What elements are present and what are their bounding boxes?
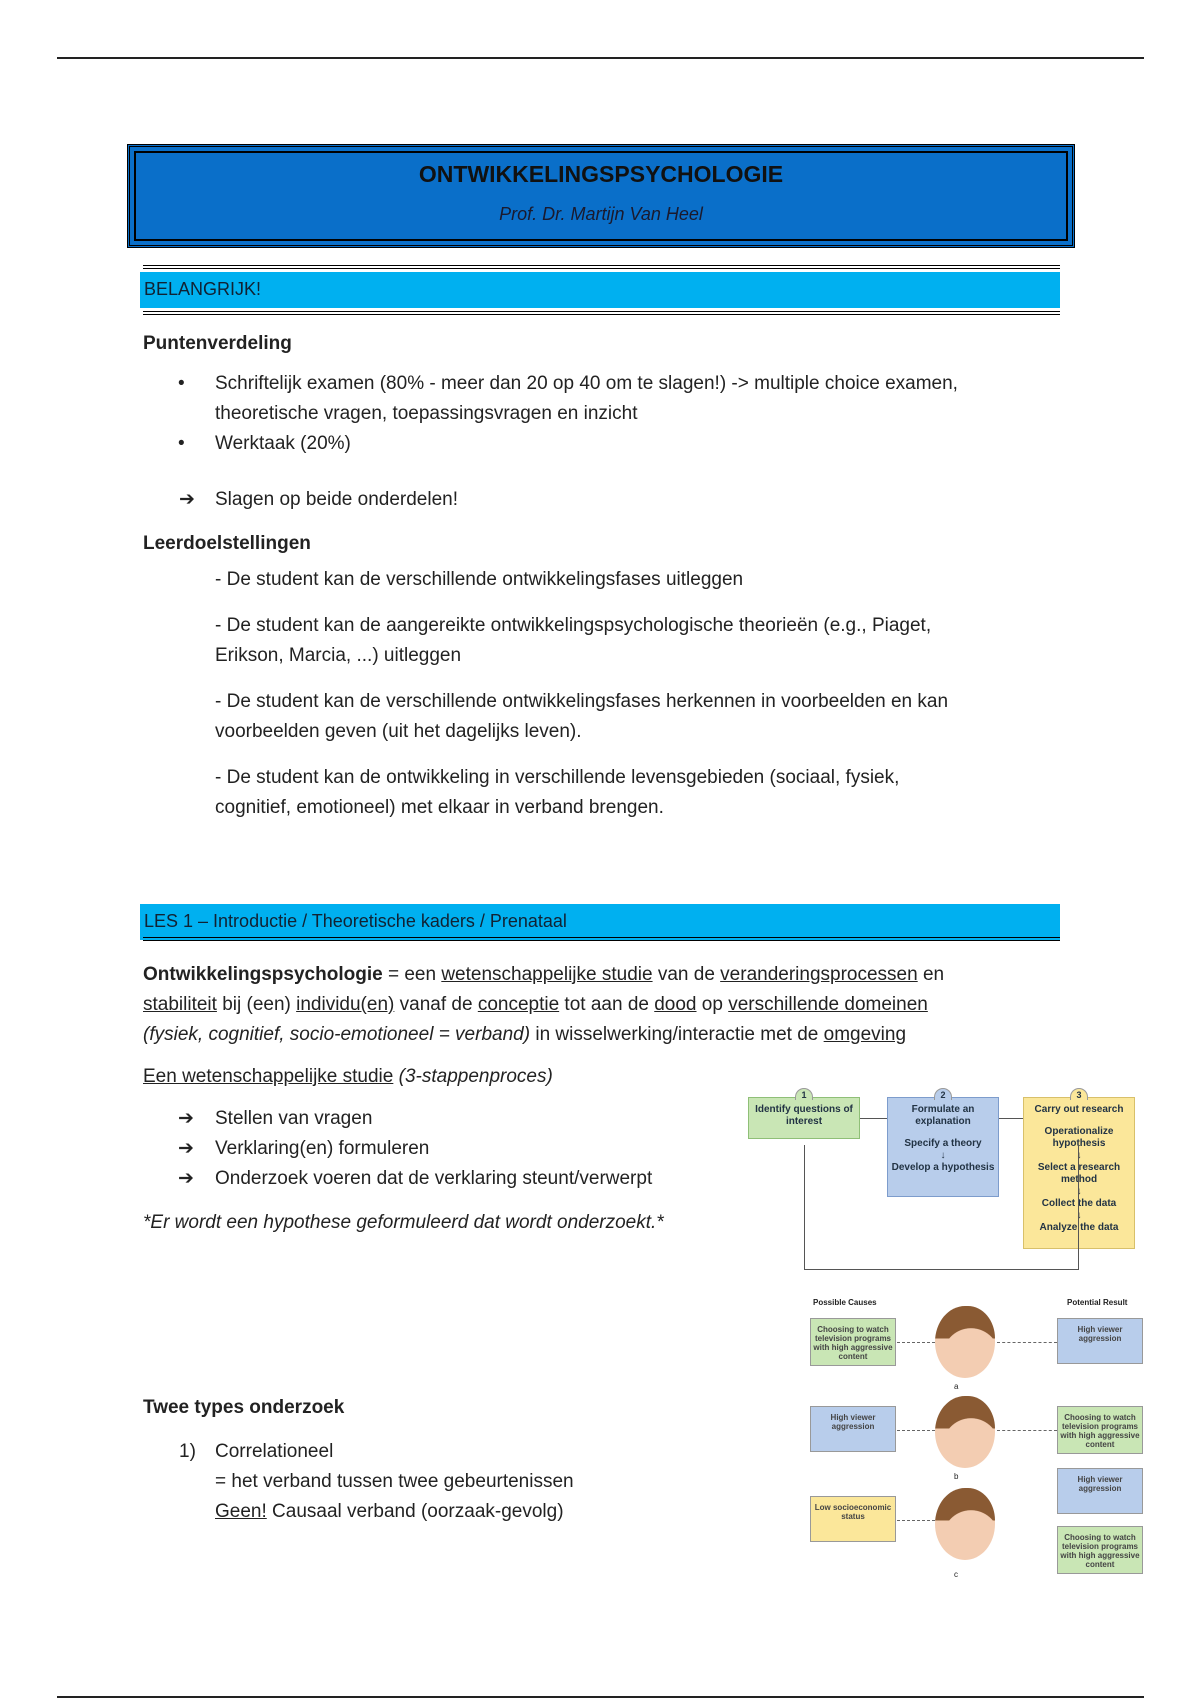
research-process-diagram [745, 1085, 1145, 1275]
list-item: - De student kan de ontwikkeling in verschillende levensgebieden (sociaal, fysiek, cognitief, emotioneel) met elkaar in verband brengen. [215, 767, 900, 818]
cause-box: Low socioeconomic status [810, 1496, 896, 1542]
page-bottom-rule [57, 1696, 1144, 1698]
section-belangrijk: BELANGRIJK! [140, 272, 1060, 308]
list-item: Slagen op beide onderdelen! [215, 489, 458, 510]
list-number: 1) [179, 1441, 196, 1462]
cause-box: High viewer aggression [810, 1406, 896, 1452]
result-box: High viewer aggression [1057, 1318, 1143, 1364]
list-item: Verklaring(en) formuleren [215, 1138, 430, 1159]
list-item: Schriftelijk examen (80% - meer dan 20 op 40 om te slagen!) -> multiple choice examen, [215, 373, 958, 394]
list-item-detail: Geen! Causaal verband (oorzaak-gevolg) [215, 1501, 564, 1522]
list-item: Stellen van vragen [215, 1108, 373, 1129]
arrow [860, 1118, 887, 1119]
child-head-image [935, 1396, 995, 1468]
feedback-loop [804, 1145, 1079, 1270]
list-item-detail: = het verband tussen twee gebeurtenissen [215, 1471, 574, 1492]
result-box: High viewer aggression [1057, 1468, 1143, 1514]
document-title: ONTWIKKELINGSPSYCHOLOGIE [418, 161, 784, 187]
result-box: Choosing to watch television programs with high aggressive content [1057, 1526, 1143, 1574]
figure-label: c [954, 1570, 958, 1579]
cause-box: Choosing to watch television programs with high aggressive content [810, 1318, 896, 1366]
bullet-icon: • [178, 373, 185, 394]
arrow-icon: ➔ [178, 1168, 194, 1189]
list-item: Onderzoek voeren dat de verklaring steunt/verwerpt [215, 1168, 653, 1189]
page-top-rule [57, 57, 1144, 59]
figure-label: b [954, 1472, 959, 1481]
title-box [127, 144, 1075, 248]
bullet-icon: • [178, 433, 185, 454]
section-les1: LES 1 – Introductie / Theoretische kaders / Prenataal [140, 904, 1060, 940]
list-item: Correlationeel [215, 1441, 334, 1462]
heading-leerdoelstellingen: Leerdoelstellingen [143, 533, 311, 554]
heading-puntenverdeling: Puntenverdeling [143, 333, 292, 354]
puntenverdeling-section [143, 333, 1063, 823]
divider [143, 265, 1060, 269]
arrow-icon: ➔ [178, 1108, 194, 1129]
list-item: theoretische vragen, toepassingsvragen en inzicht [215, 403, 638, 424]
correlation-figure [805, 1298, 1155, 1588]
step-3-box: 3 Carry out research Operationalize hypothesis ↓ Select a research method ↓ Collect the data ↓ Analyze the data [1023, 1097, 1135, 1249]
document-subtitle: Prof. Dr. Martijn Van Heel [499, 204, 703, 224]
heading-types: Twee types onderzoek [143, 1397, 345, 1418]
step-1-box: 1 Identify questions of interest [748, 1097, 860, 1139]
divider [143, 937, 1060, 941]
list-item: - De student kan de verschillende ontwikkelingsfases herkennen in voorbeelden en kan voorbeelden geven (uit het dagelijks leven). [215, 691, 949, 742]
result-box: Choosing to watch television programs with high aggressive content [1057, 1406, 1143, 1454]
list-item: - De student kan de verschillende ontwikkelingsfases uitleggen [215, 569, 744, 590]
list-item: - De student kan de aangereikte ontwikkelingspsychologische theorieën (e.g., Piaget, Erikson, Marcia, ...) uitleggen [215, 615, 932, 666]
definition-paragraph: Ontwikkelingspsychologie = een wetenschappelijke studie van de veranderingsprocessen en stabiliteit bij (een) individu(en) vanaf de conceptie tot aan de dood op verschillende domeinen (fysiek, cognitief, socio-emotioneel = verband) in wisselwerking/interactie met de omgeving [143, 964, 945, 1045]
arrow-icon: ➔ [178, 1138, 194, 1159]
hypothesis-note: *Er wordt een hypothese geformuleerd dat wordt onderzoekt.* [143, 1212, 664, 1233]
child-head-image [935, 1488, 995, 1560]
arrow [999, 1118, 1023, 1119]
label-results: Potential Result [1067, 1298, 1128, 1307]
child-head-image [935, 1306, 995, 1378]
step-2-box: 2 Formulate an explanation Specify a theory ↓ Develop a hypothesis [887, 1097, 999, 1197]
types-section [143, 1393, 743, 1527]
arrow-icon: ➔ [179, 489, 195, 510]
divider [143, 311, 1060, 315]
figure-label: a [954, 1382, 959, 1391]
studie-section: Een wetenschappelijke studie (3-stappenproces) ➔ Stellen van vragen ➔ Verklaring(en) formuleren ➔ Onderzoek voeren dat de verklaring steunt/verwerpt *Er wordt een hypothese geformuleerd dat wordt onderzoekt.* [143, 1062, 743, 1238]
label-causes: Possible Causes [813, 1298, 877, 1307]
list-item: Werktaak (20%) [215, 433, 351, 454]
